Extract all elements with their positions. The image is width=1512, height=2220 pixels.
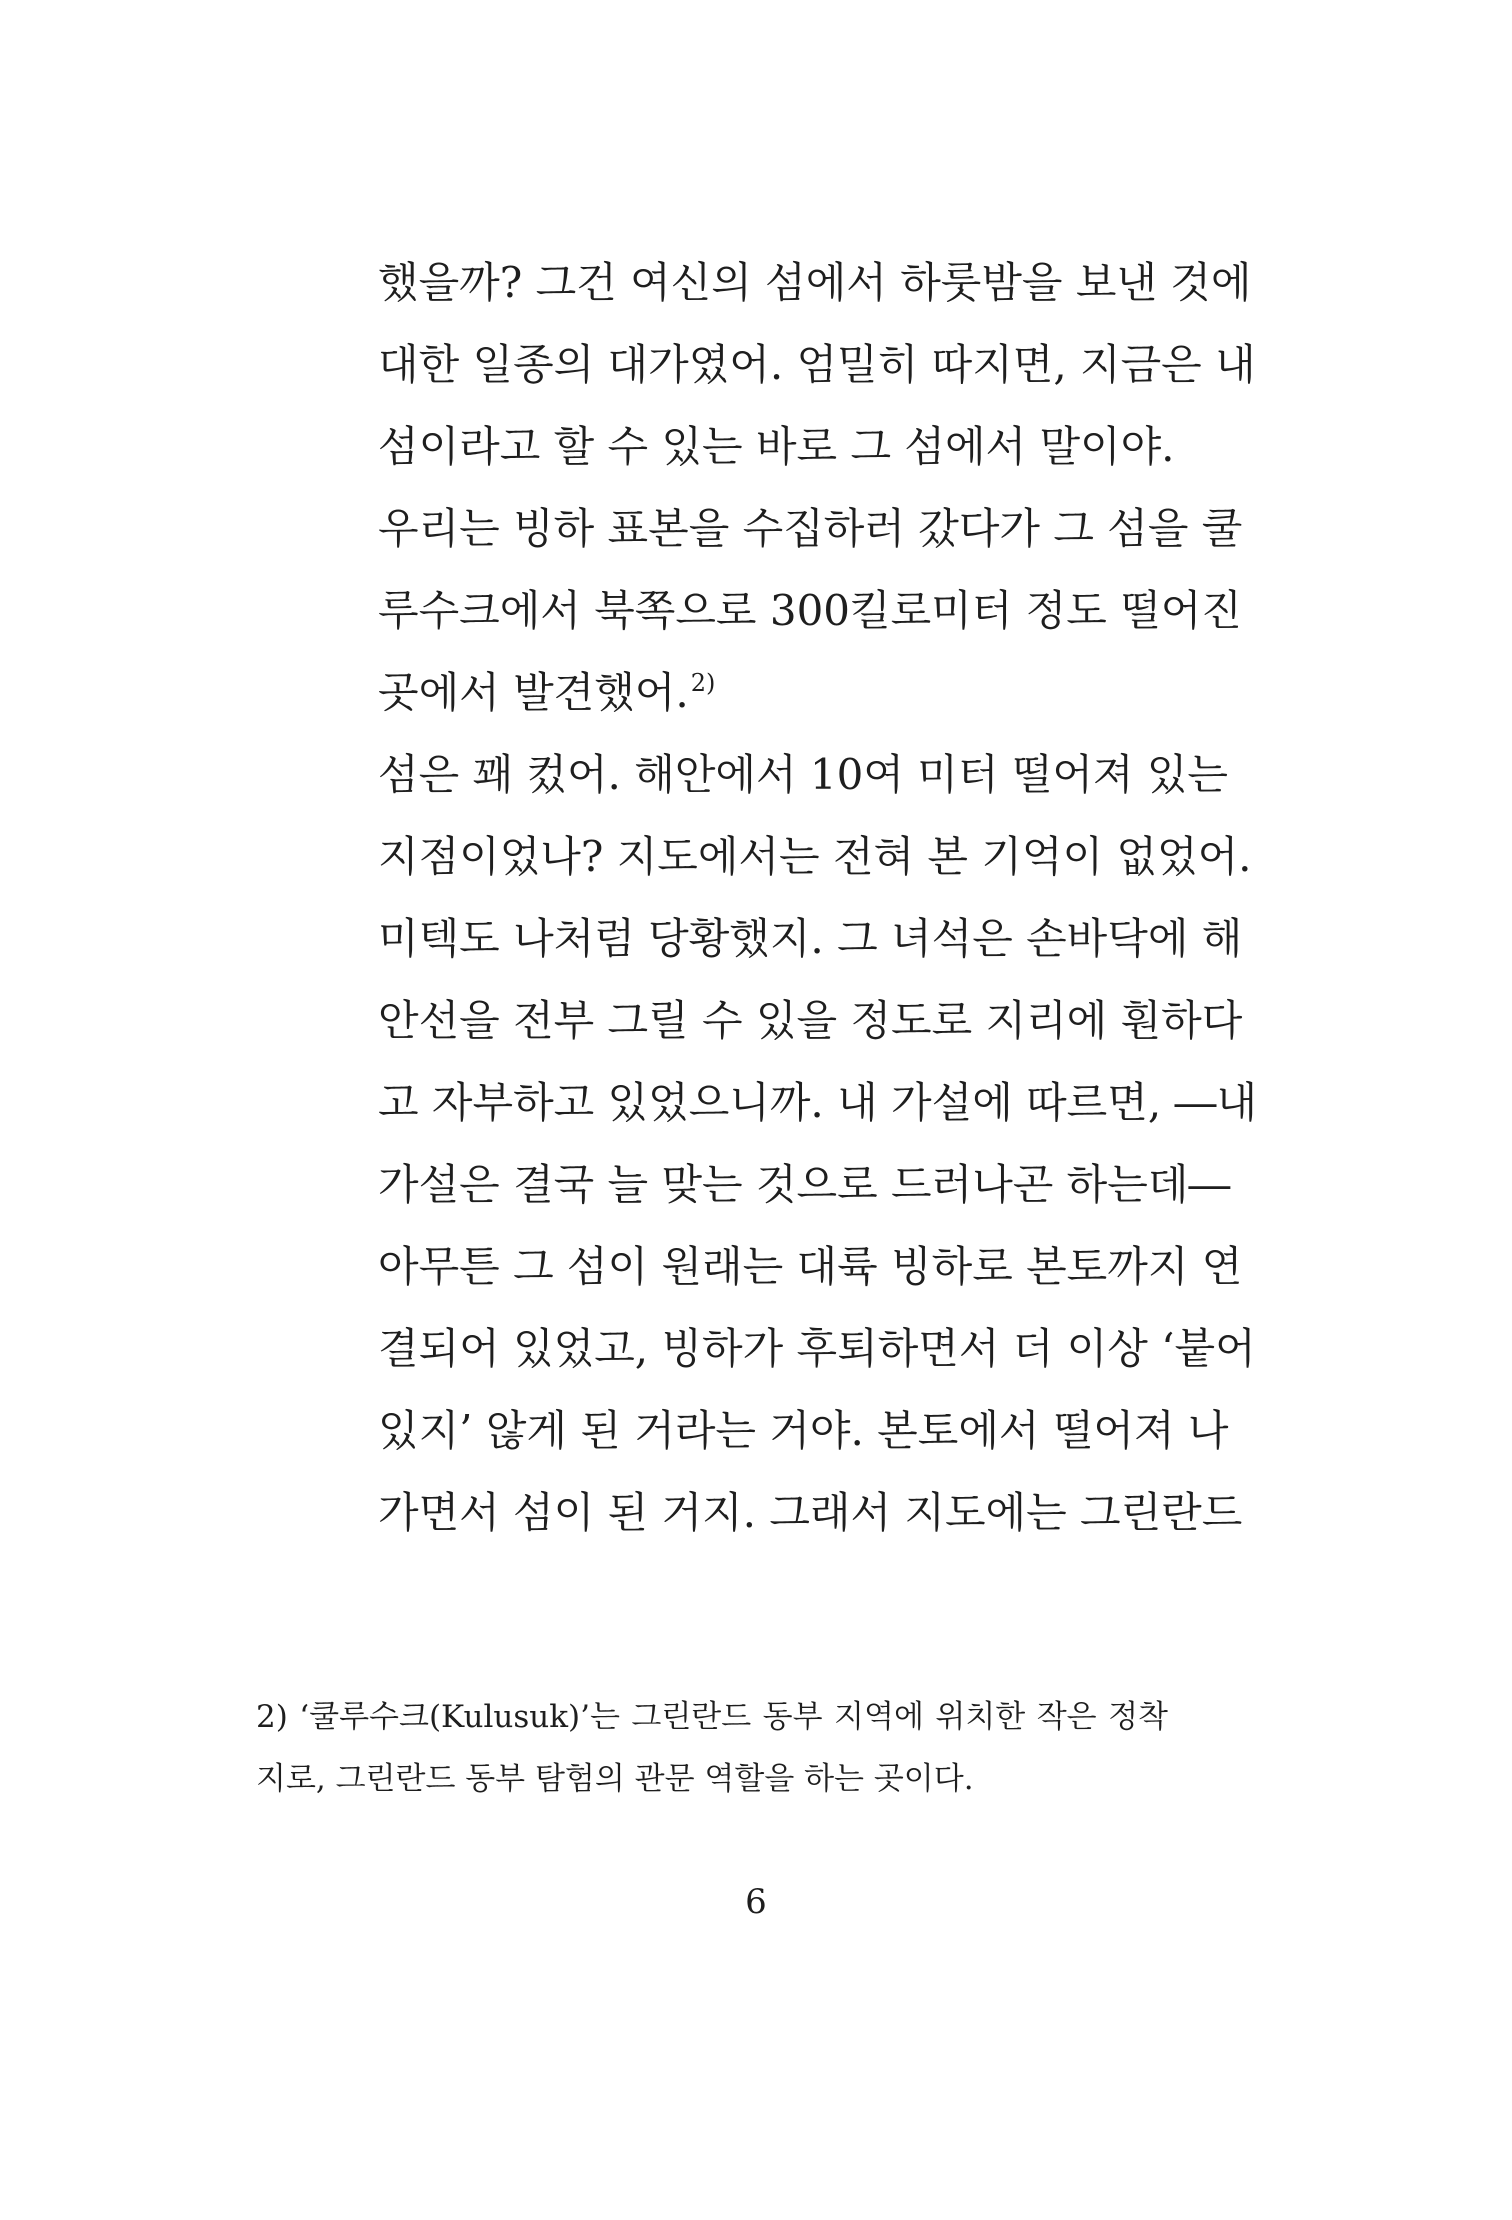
body-line: 결되어 있었고, 빙하가 후퇴하면서 더 이상 ‘붙어	[378, 1324, 1256, 1373]
body-line: 가설은 결국 늘 맞는 것으로 드러나곤 하는데―	[378, 1160, 1231, 1209]
body-line: 고 자부하고 있었으니까. 내 가설에 따르면, ―내	[378, 1078, 1258, 1127]
body-line: 루수크에서 북쪽으로 300킬로미터 정도 떨어진	[378, 586, 1242, 635]
body-line: 대한 일종의 대가였어. 엄밀히 따지면, 지금은 내	[378, 340, 1256, 389]
body-line: 우리는 빙하 표본을 수집하러 갔다가 그 섬을 쿨	[378, 504, 1243, 553]
body-line: 안선을 전부 그릴 수 있을 정도로 지리에 훤하다	[378, 996, 1243, 1045]
body-line-with-footnote	[378, 652, 1168, 734]
footnote	[256, 1686, 1168, 1810]
body-line: 했을까? 그건 여신의 섬에서 하룻밤을 보낸 것에	[378, 258, 1252, 307]
body-text	[378, 242, 1258, 1554]
body-line-text: 곳에서 발견했어.	[378, 668, 689, 717]
page-number: 6	[745, 1882, 767, 1922]
body-line: 가면서 섬이 된 거지. 그래서 지도에는 그린란드	[378, 1488, 1243, 1537]
body-line: 섬이라고 할 수 있는 바로 그 섬에서 말이야.	[378, 422, 1175, 471]
footnote-reference: 2)	[690, 669, 716, 697]
footnote-line: 지로, 그린란드 동부 탐험의 관문 역할을 하는 곳이다.	[256, 1761, 974, 1797]
body-line: 있지’ 않게 된 거라는 거야. 본토에서 떨어져 나	[378, 1406, 1229, 1455]
body-line: 미텍도 나처럼 당황했지. 그 녀석은 손바닥에 해	[378, 914, 1243, 963]
body-line: 지점이었나? 지도에서는 전혀 본 기억이 없었어.	[378, 832, 1252, 881]
body-line: 섬은 꽤 컸어. 해안에서 10여 미터 떨어져 있는	[378, 750, 1228, 799]
footnote-line: 2) ‘쿨루수크(Kulusuk)’는 그린란드 동부 지역에 위치한 작은 정착	[256, 1699, 1168, 1735]
body-line: 아무튼 그 섬이 원래는 대륙 빙하로 본토까지 연	[378, 1242, 1243, 1291]
